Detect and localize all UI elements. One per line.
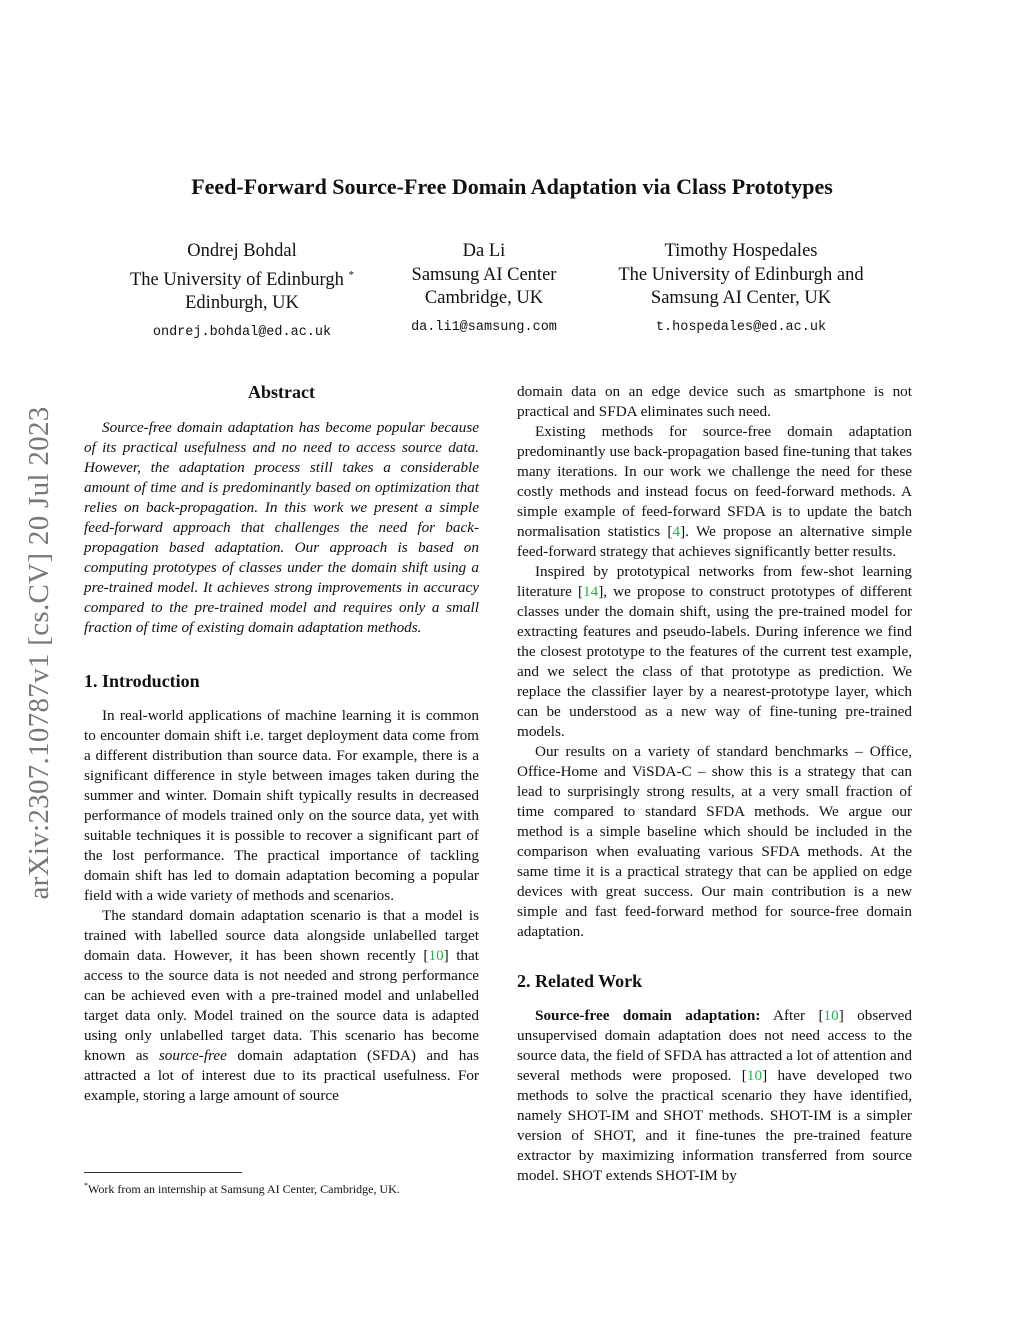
author-name: Timothy Hospedales: [664, 241, 818, 261]
section-heading-related-work: 2. Related Work: [517, 971, 643, 991]
intro-paragraph: In real-world applications of machine learning it is common to encounter domain shift i.e. target deployment data come from a different distribution than source data. For example, there is a significant difference in style between images taken during the summer and winter. Domain shift typically results in decreased performance of models trained only on the source data, yet with suitable techniques it is possible to recover a significant part of the lost performance. The practical importance of tackling domain shift has led to domain adaptation becoming a popular field with a wide variety of methods and scenarios.: [84, 707, 479, 904]
author-block-3: [598, 240, 884, 339]
left-column: [84, 382, 479, 1106]
author-location: Edinburgh, UK: [185, 293, 299, 314]
arxiv-stamp: arXiv:2307.10787v1 [cs.CV] 20 Jul 2023: [23, 406, 55, 900]
citation-link[interactable]: 10: [746, 1067, 763, 1084]
intro-paragraph: Inspired by prototypical networks from few-shot learning literature [14], we propose to construct prototypes of different classes under the domain shift, using the pre-trained model for extracting features and pseudo-labels. During inference we find the closest prototype to the features of the current test example, and we select the class of that prototype as prediction. We replace the classifier layer by a nearest-prototype layer, which can be understood as a new way of fine-tuning pre-trained models.: [517, 563, 912, 740]
footnote-rule: [84, 1172, 242, 1173]
author-affiliation: Samsung AI Center: [411, 264, 557, 285]
author-location: Samsung AI Center, UK: [650, 288, 832, 308]
author-block-1: [104, 240, 380, 344]
author-location: Cambridge, UK: [424, 288, 544, 308]
abstract-text: Source-free domain adaptation has become popular because of its practical usefulness and no need to access source data. However, the adaptation process still takes a considerable amount of time and is predominantly based on optimization that relies on back-propagation. In this work we present a simple feed-forward approach that challenges the need for back-propagation based adaptation. Our approach is based on computing prototypes of classes under the domain shift using a pre-trained model. It achieves strong improvements in accuracy compared to the pre-trained model and requires only a small fraction of time of existing domain adaptation methods.: [84, 419, 479, 636]
author-email[interactable]: da.li1@samsung.com: [411, 319, 557, 335]
intro-paragraph: domain data on an edge device such as smartphone is not practical and SFDA eliminates such need.: [517, 383, 912, 420]
citation-link[interactable]: 10: [823, 1007, 839, 1024]
footnote-text: Work from an internship at Samsung AI Center, Cambridge, UK.: [88, 1182, 400, 1196]
author-affiliation: The University of Edinburgh *: [129, 268, 355, 290]
section-heading-introduction: 1. Introduction: [84, 671, 200, 691]
footnote: [84, 1178, 484, 1197]
intro-paragraph: Existing methods for source-free domain adaptation predominantly use back-propagation based fine-tuning that takes many iterations. In our work we challenge the need for these costly methods and instead focus on feed-forward methods. A simple example of feed-forward SFDA is to update the batch normalisation statistics [4]. We propose an alternative simple feed-forward strategy that achieves significantly better results.: [517, 423, 912, 560]
footnote-mark: *: [84, 1181, 88, 1190]
citation-link[interactable]: 10: [428, 947, 444, 964]
citation-link[interactable]: 4: [672, 523, 681, 540]
intro-paragraph: The standard domain adaptation scenario is that a model is trained with labelled source data alongside unlabelled target domain data. However, it has been shown recently [10] that access to the source data is not needed and strong performance can be achieved even with a pre-trained model and unlabelled target data only. Model trained on the source data is adapted using only unlabelled target data. This scenario has become known as source-free domain adaptation (SFDA) and has attracted a lot of interest due to its practical usefulness. For example, storing a large amount of source: [84, 907, 479, 1104]
related-paragraph: Source-free domain adaptation: After [10] observed unsupervised domain adaptation does not need access to the source data, the field of SFDA has attracted a lot of attention and several methods were proposed. [10] have developed two methods to solve the practical scenario they have identified, namely SHOT-IM and SHOT methods. SHOT-IM is a simpler version of SHOT, and it fine-tunes the pre-trained feature extractor by maximizing information transferred from source model. SHOT extends SHOT-IM by: [517, 1007, 913, 1184]
intro-paragraph: Our results on a variety of standard benchmarks – Office, Office-Home and ViSDA-C – show this is a strategy that can lead to surprisingly strong results, at a very small fraction of time compared to standard SFDA methods. We argue our method is a simple baseline which should be included in the comparison when evaluating various SFDA methods. At the same time it is a practical strategy that can be applied on edge devices with great success. Our main contribution is a new simple and fast feed-forward method for source-free domain adaptation.: [517, 743, 912, 940]
author-affiliation: The University of Edinburgh and: [618, 264, 864, 285]
abstract-heading: Abstract: [248, 382, 315, 402]
footnote-mark: *: [348, 268, 355, 281]
author-email[interactable]: ondrej.bohdal@ed.ac.uk: [152, 324, 332, 340]
citation-link[interactable]: 14: [583, 583, 599, 600]
author-email[interactable]: t.hospedales@ed.ac.uk: [655, 319, 827, 335]
author-name: Ondrej Bohdal: [187, 241, 297, 261]
paper-title: Feed-Forward Source-Free Domain Adaptation via Class Prototypes: [191, 174, 833, 199]
run-in-heading: Source-free domain adaptation:: [535, 1007, 761, 1024]
right-column: [517, 382, 912, 1186]
author-block-2: [384, 240, 584, 339]
author-name: Da Li: [462, 241, 506, 261]
